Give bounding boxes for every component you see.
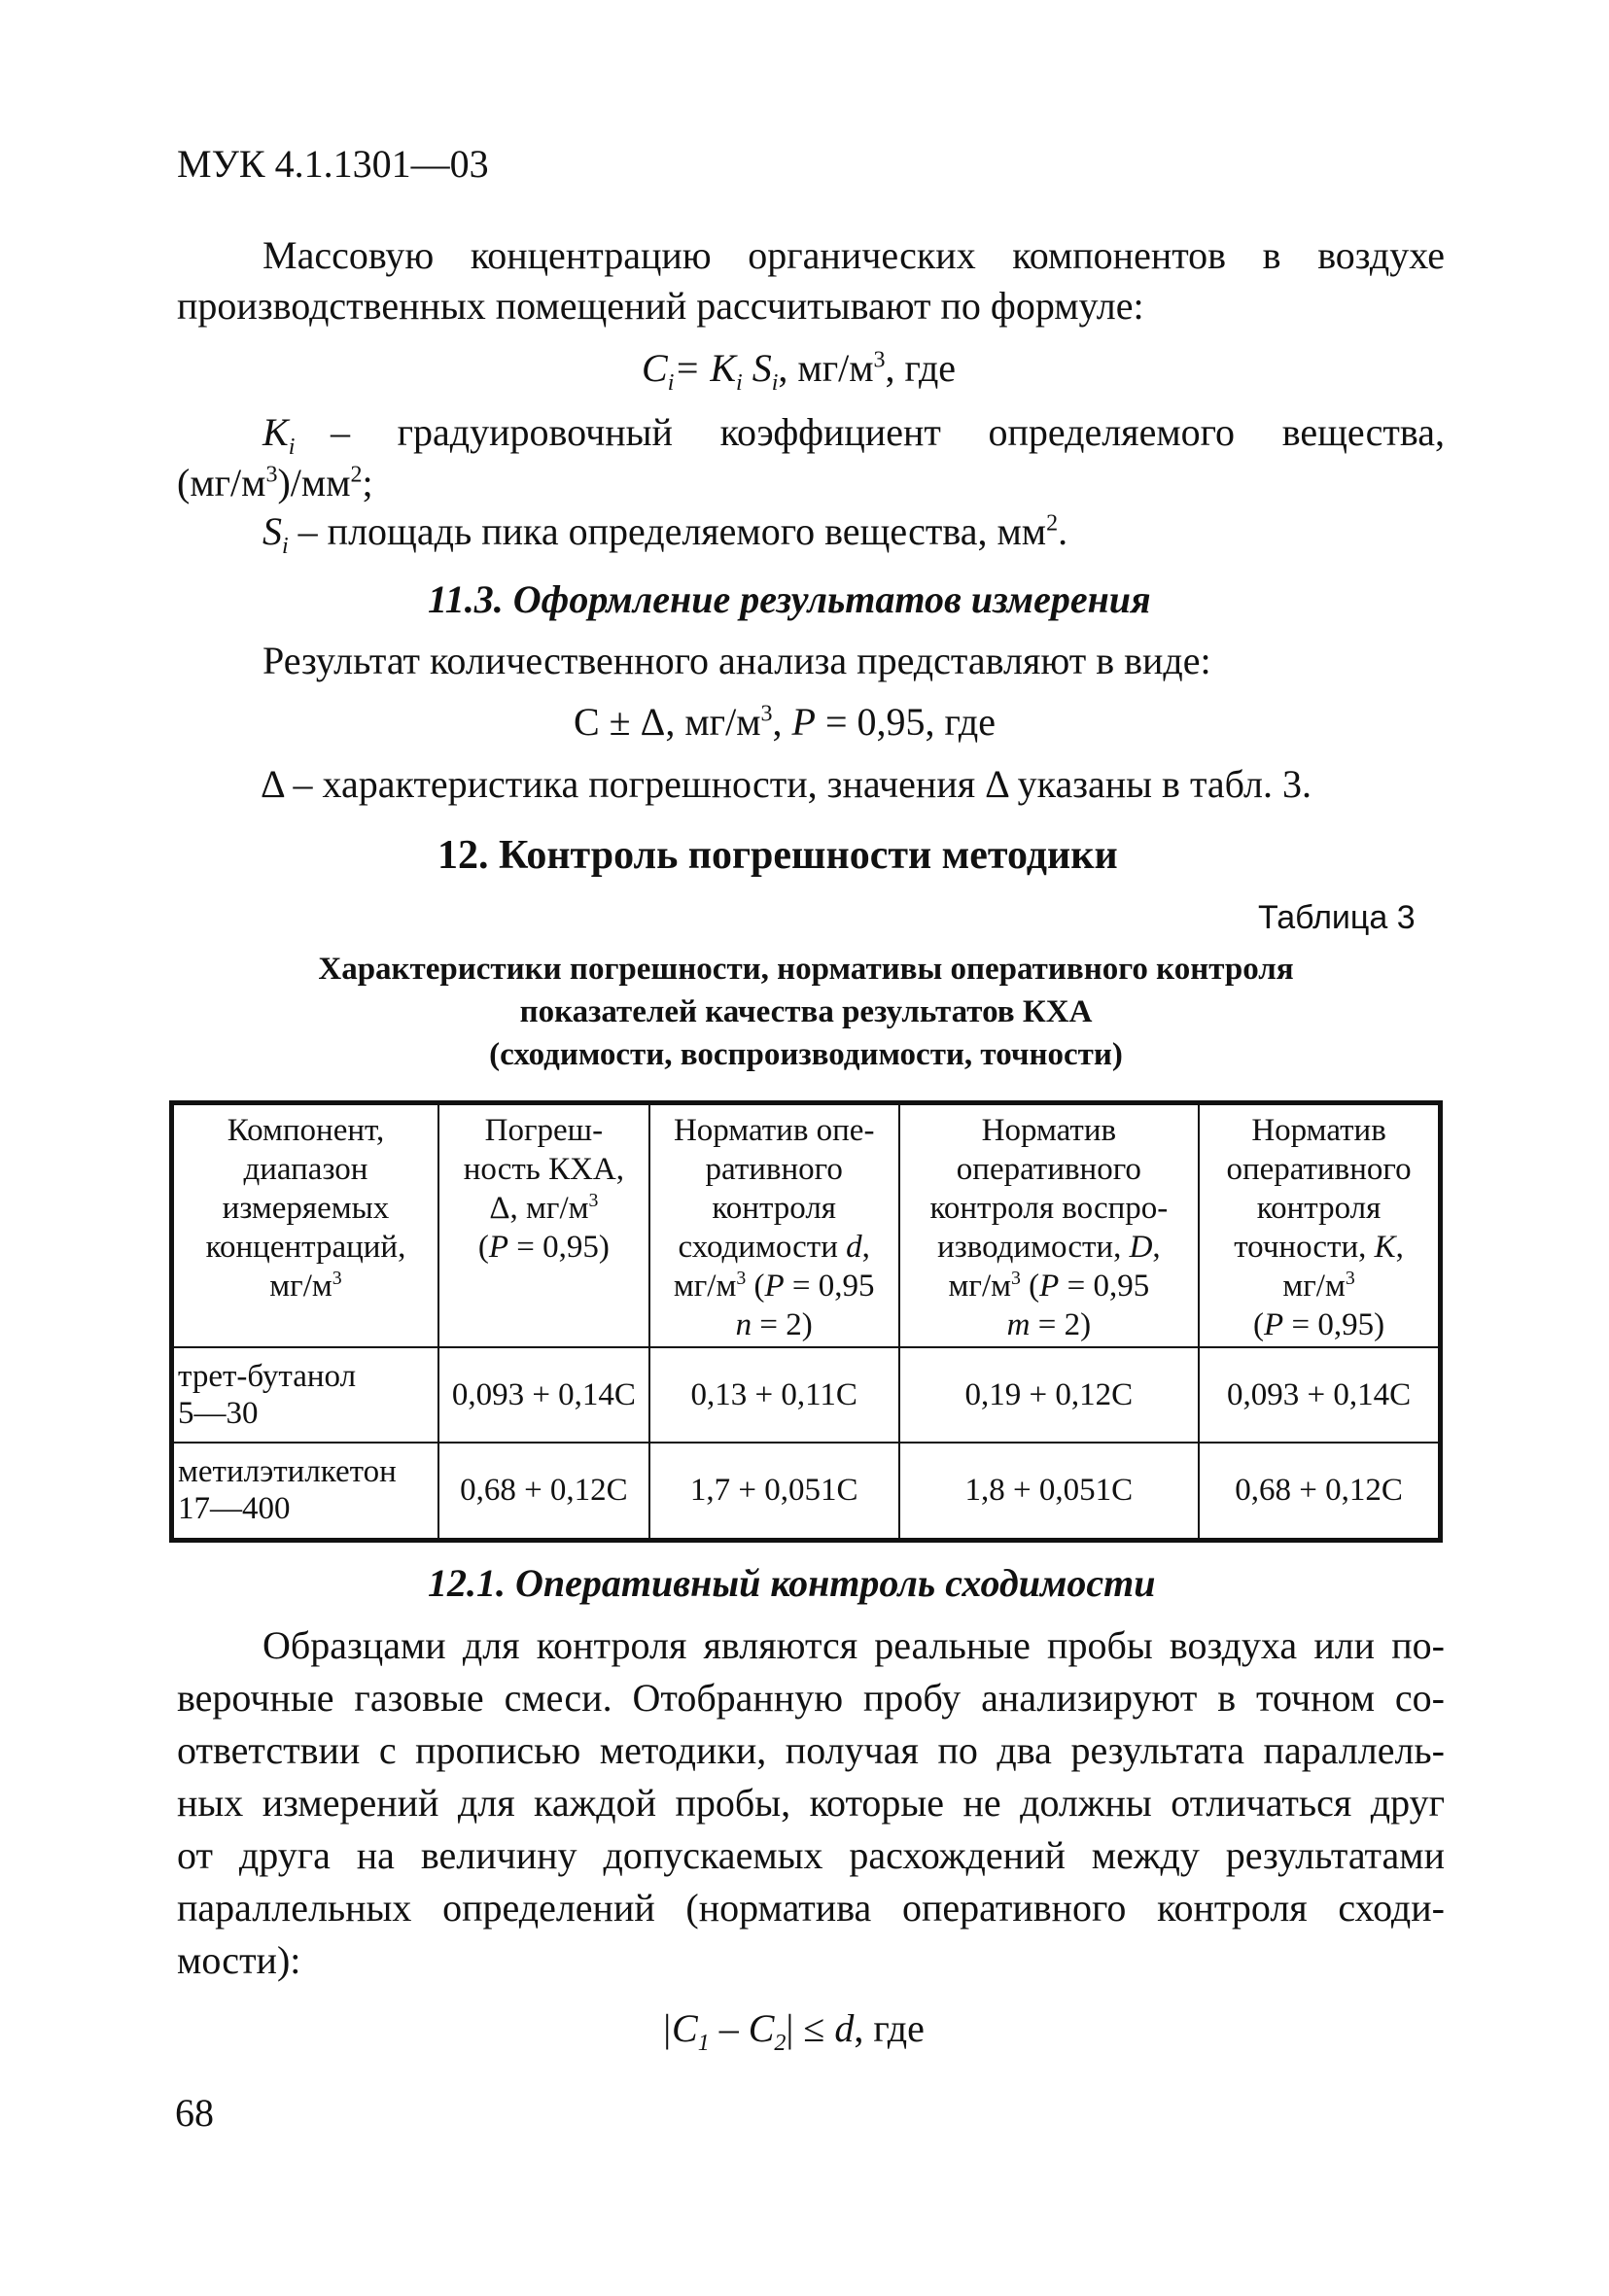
page-number: 68 xyxy=(175,2091,214,2135)
table-title-line-3: (сходимости, воспроизводимости, точности) xyxy=(489,1037,1123,1072)
cell-component: метилэтилкетон 17—400 xyxy=(172,1443,438,1540)
paragraph-line: ответствии с прописью методики, получая по два результата параллель- xyxy=(177,1728,1445,1772)
table-label: Таблица 3 xyxy=(1258,899,1416,936)
def-s-symbol: S xyxy=(262,509,282,553)
paragraph-line: ных измерений для каждой пробы, которые не должны отличаться друг xyxy=(177,1781,1445,1825)
intro-line-2: производственных помещений рассчитывают по формуле: xyxy=(177,284,1144,328)
intro-line-1: Массовую концентрацию органических компонентов в воздухе xyxy=(262,233,1445,277)
paragraph-line: Образцами для контроля являются реальные пробы воздуха или по- xyxy=(262,1623,1445,1667)
section-heading-12: 12. Контроль погрешности методики xyxy=(437,833,1118,878)
header-component: Компонент, диапазон измеряемых концентраций, $мг/м^3$ xyxy=(172,1103,438,1348)
paragraph-line: от друга на величину допускаемых расхождений между результатами xyxy=(177,1833,1445,1877)
section-heading-12-1: 12.1. Оперативный контроль сходимости xyxy=(428,1561,1156,1605)
section-heading-11-3: 11.3. Оформление результатов измерения xyxy=(428,577,1151,621)
def-k-symbol: $K_i$ xyxy=(262,410,296,460)
header-accuracy: Норматив оперативного контроля точности, K, $мг/м^3$ (P = 0,95) xyxy=(1199,1103,1440,1348)
formula1-tail: , где xyxy=(885,346,957,390)
formula-convergence-check: $|C_1 - C_2| \le d$, где xyxy=(661,2006,925,2056)
cell-accuracy: 0,68 + 0,12С xyxy=(1199,1443,1440,1540)
definition-k-unit: $(мг/м^3)/мм^2$; xyxy=(177,461,373,504)
def-s-text: – площадь пика определяемого вещества, мм xyxy=(288,509,1047,553)
cell-reproducibility: 0,19 + 0,12С xyxy=(899,1347,1199,1443)
formula1-comma: , xyxy=(778,346,788,390)
formula1-eq: = K xyxy=(674,346,737,390)
formula1-sub-s: i xyxy=(771,370,779,396)
header-document-code: МУК 4.1.1301—03 xyxy=(177,142,489,186)
cell-convergence: 0,13 + 0,11С xyxy=(649,1347,899,1443)
table-title-line-2: показателей качества результатов КХА xyxy=(519,994,1093,1029)
table-header-row xyxy=(172,1103,1441,1348)
definition-s: $S_i$ – площадь пика определяемого вещества, $мм^2$. xyxy=(262,509,1068,559)
table-title xyxy=(169,948,1443,1076)
formula1-sub-k: i xyxy=(736,370,743,396)
table-title-line-1: Характеристики погрешности, нормативы оперативного контроля xyxy=(318,952,1294,987)
cell-component: трет-бутанол 5—30 xyxy=(172,1347,438,1443)
def-k-text: – градуировочный коэффициент определяемого вещества, xyxy=(331,410,1445,454)
cell-convergence: 1,7 + 0,051С xyxy=(649,1443,899,1540)
formula-result: C ± Δ, $мг/м^3$, P = 0,95, где xyxy=(574,700,997,744)
paragraph-line: параллельных определений (норматива оперативного контроля сходи- xyxy=(177,1886,1445,1930)
formula1-sub-c: i xyxy=(667,370,675,396)
cell-accuracy: 0,093 + 0,14С xyxy=(1199,1347,1440,1443)
cell-reproducibility: 1,8 + 0,051С xyxy=(899,1443,1199,1540)
formula1-unit: мг/м xyxy=(787,346,874,390)
formula-concentration xyxy=(642,344,957,396)
table-row xyxy=(172,1443,1441,1540)
paragraph-line: верочные газовые смеси. Отобранную пробу анализируют в точном со- xyxy=(177,1676,1445,1720)
definition-k xyxy=(262,408,1445,460)
delta-definition: Δ – характеристика погрешности, значения Δ указаны в табл. 3. xyxy=(261,762,1312,806)
header-reproducibility: Норматив оперативного контроля воспро- изводимости, D, $мг/м^3$ (P = 0,95 m = 2) xyxy=(899,1103,1199,1348)
cell-error: 0,68 + 0,12С xyxy=(438,1443,649,1540)
header-convergence: Норматив опе- ративного контроля сходимости d, $мг/м^3$ (P = 0,95 n = 2) xyxy=(649,1103,899,1348)
result-intro: Результат количественного анализа представляют в виде: xyxy=(262,639,1211,682)
paragraph-line-last: мости): xyxy=(177,1938,301,1982)
formula1-exp: 3 xyxy=(873,347,886,373)
cell-error: 0,093 + 0,14С xyxy=(438,1347,649,1443)
formula1-s: S xyxy=(752,346,772,390)
header-error: Погреш- ность КХА, Δ, $мг/м^3$ (P = 0,95) xyxy=(438,1103,649,1348)
table-row xyxy=(172,1347,1441,1443)
formula1-c: C xyxy=(642,346,668,390)
error-characteristics-table xyxy=(169,1100,1443,1543)
